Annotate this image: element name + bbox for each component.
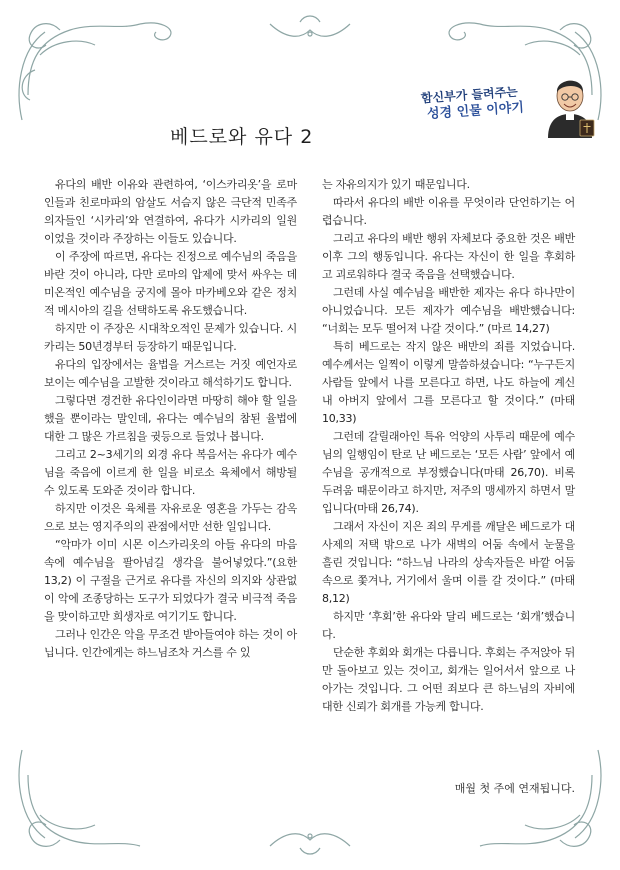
- paragraph: 유다의 입장에서는 율법을 거스르는 거짓 예언자로 보이는 예수님을 고발한 것이라고 해석하기도 합니다.: [44, 358, 297, 389]
- paragraph: 그런데 갈릴래아인 특유 억양의 사투리 때문에 예수님의 일행임이 탄로 난 베드로는 ‘모든 사람’ 앞에서 예수님을 공개적으로 부정했습니다(마태 26,70). 비록 두려움 때문이라고 하지만, 저주의 맹세까지 하면서 말입니다(마태 26,74).: [322, 430, 575, 515]
- serialization-note: 매월 첫 주에 연재됩니다.: [454, 782, 575, 795]
- paragraph: 따라서 유다의 배반 이유를 무엇이라 단언하기는 어렵습니다.: [322, 196, 575, 227]
- article-title: 베드로와 유다 2: [170, 126, 314, 148]
- paragraph: “악마가 이미 시몬 이스카리옷의 아들 유다의 마음속에 예수님을 팔아넘길 생각을 불어넣었다.”(요한 13,2) 이 구절을 근거로 유다를 자신의 의지와 상관없이 악에 조종당하는 도구가 되었다가 결국 비극적 죽음을 맞이하고만 희생자로 여기기도 합니다.: [44, 538, 297, 623]
- priest-character-illustration: [540, 70, 600, 138]
- article-column-right: [322, 176, 575, 716]
- paragraph: 그러나 인간은 악을 무조건 받아들여야 하는 것이 아닙니다. 인간에게는 하느님조차 거스를 수 있: [44, 628, 297, 659]
- paragraph: 하지만 이것은 육체를 자유로운 영혼을 가두는 감옥으로 보는 영지주의의 관점에서만 선한 일입니다.: [44, 502, 297, 533]
- paragraph: 그렇다면 경건한 유다인이라면 마땅히 해야 할 일을 했을 뿐이라는 말인데, 유다는 예수님의 참된 율법에 대한 그 많은 가르침을 귓등으로 들었나 봅니다.: [44, 394, 297, 443]
- series-line-2: 성경 인물 이야기: [426, 100, 525, 122]
- paragraph-continuation: 는 자유의지가 있기 때문입니다.: [322, 178, 470, 191]
- paragraph: 그래서 자신이 지은 죄의 무게를 깨달은 베드로가 대사제의 저택 밖으로 나가 새벽의 어둠 속에서 눈물을 흘린 것입니다: “하느님 나라의 상속자들은 바깥 어둠 속으로 쫓겨나, 거기에서 울며 이를 갈 것이다.” (마태 8,12): [322, 520, 575, 605]
- paragraph: 유다의 배반 이유와 관련하여, ‘이스카리옷’을 로마인들과 친로마파의 암살도 서슴지 않은 극단적 민족주의자들인 ‘시카리’와 연결하여, 유다가 시카리의 일원이었을 것이라 주장하는 이들도 있습니다.: [44, 178, 297, 245]
- paragraph: 하지만 ‘후회’한 유다와 달리 베드로는 ‘회개’했습니다.: [322, 610, 575, 641]
- article-column-left: [44, 176, 297, 662]
- paragraph: 하지만 이 주장은 시대착오적인 문제가 있습니다. 시카리는 50년경부터 등장하기 때문입니다.: [44, 322, 297, 353]
- paragraph: 그리고 유다의 배반 행위 자체보다 중요한 것은 배반 이후 그의 행동입니다. 유다는 자신이 한 일을 후회하고 괴로워하다 결국 죽음을 선택했습니다.: [322, 232, 575, 281]
- paragraph: 그런데 사실 예수님을 배반한 제자는 유다 하나만이 아니었습니다. 모든 제자가 예수님을 배반했습니다: “너희는 모두 떨어져 나갈 것이다.” (마르 14,27): [322, 286, 575, 335]
- paragraph: 그리고 2~3세기의 외경 유다 복음서는 유다가 예수님을 죽음에 이르게 한 일을 비로소 육체에서 해방될 수 있도록 도와준 것이라 합니다.: [44, 448, 297, 497]
- paragraph: 특히 베드로는 작지 않은 배반의 죄를 지었습니다. 예수께서는 일찍이 이렇게 말씀하셨습니다: “누구든지 사람들 앞에서 나를 모른다고 하면, 나도 하늘에 계신 내 아버지 앞에서 그를 모른다고 할 것이다.” (마태 10,33): [322, 340, 575, 425]
- paragraph: 단순한 후회와 회개는 다릅니다. 후회는 주저앉아 뒤만 돌아보고 있는 것이고, 회개는 일어서서 앞으로 나아가는 것입니다. 그 어떤 죄보다 큰 하느님의 자비에 대한 신뢰가 회개를 가능케 합니다.: [322, 646, 575, 713]
- paragraph: 이 주장에 따르면, 유다는 진정으로 예수님의 죽음을 바란 것이 아니라, 다만 로마의 압제에 맞서 싸우는 데 미온적인 예수님을 궁지에 몰아 마카베오와 같은 정치적 메시아의 길을 선택하도록 유도했습니다.: [44, 250, 297, 317]
- series-line-1: 함신부가 들려주는: [420, 84, 519, 106]
